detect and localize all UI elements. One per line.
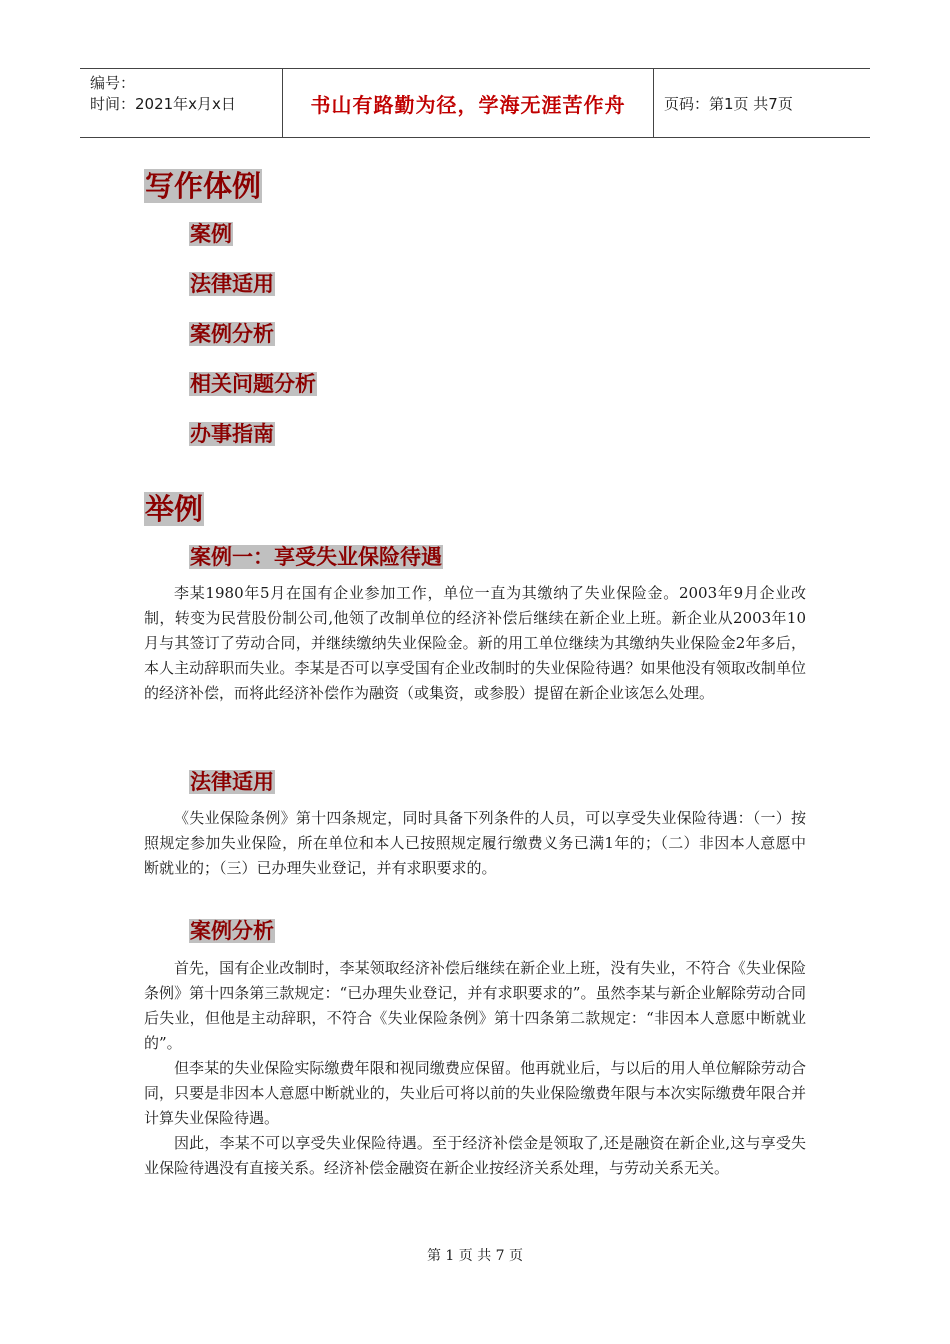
motto: 书山有路勤为径，学海无涯苦作舟 [282,69,654,137]
outline-item-related: 相关问题分析 [190,372,316,396]
number-label: 编号： [90,74,136,92]
case-heading: 案例一：享受失业保险待遇 [190,545,442,569]
outline-item-guide: 办事指南 [190,422,274,446]
header-table [80,68,870,138]
analysis-paragraph-1: 首先，国有企业改制时，李某领取经济补偿后继续在新企业上班，没有失业，不符合《失业保险条例》第十四条第三款规定：“已办理失业登记，并有求职要求的”。虽然李某与新企业解除劳动合同后失业，但他是主动辞职，不符合《失业保险条例》第十四条第二款规定：“非因本人意愿中断就业的”。 [144,959,806,1052]
analysis-paragraph-3: 因此，李某不可以享受失业保险待遇。至于经济补偿金是领取了,还是融资在新企业,这与享受失业保险待遇没有直接关系。经济补偿金融资在新企业按经济关系处理，与劳动关系无关。 [144,1134,806,1177]
outline-title: 写作体例 [145,169,262,203]
example-title: 举例 [145,492,204,526]
outline-item-law: 法律适用 [190,272,274,296]
outline-item-case: 案例 [190,222,232,246]
analysis-heading: 案例分析 [190,919,274,943]
page-info: 页码：第1页 共7页 [664,94,793,113]
outline-item-analysis: 案例分析 [190,322,274,346]
law-heading: 法律适用 [190,770,274,794]
time-label: 时间：2021年x月x日 [90,95,236,113]
header-left-cell [80,69,282,137]
analysis-paragraph-2: 但李某的失业保险实际缴费年限和视同缴费应保留。他再就业后，与以后的用人单位解除劳动合同，只要是非因本人意愿中断就业的，失业后可将以前的失业保险缴费年限与本次实际缴费年限合并计算失业保险待遇。 [144,1059,806,1127]
law-text: 《失业保险条例》第十四条规定，同时具备下列条件的人员，可以享受失业保险待遇：（一）按照规定参加失业保险，所在单位和本人已按照规定履行缴费义务已满1年的；（二）非因本人意愿中断就业的；（三）已办理失业登记，并有求职要求的。 [144,809,806,877]
case-text: 李某1980年5月在国有企业参加工作，单位一直为其缴纳了失业保险金。2003年9月企业改制，转变为民营股份制公司,他领了改制单位的经济补偿后继续在新企业上班。新企业从2003年10月与其签订了劳动合同，并继续缴纳失业保险金。新的用工单位继续为其缴纳失业保险金2年多后，本人主动辞职而失业。李某是否可以享受国有企业改制时的失业保险待遇？如果他没有领取改制单位的经济补偿，而将此经济补偿作为融资（或集资，或参股）提留在新企业该怎么处理。 [144,584,806,702]
page-footer: 第 1 页 共 7 页 [426,1248,524,1264]
